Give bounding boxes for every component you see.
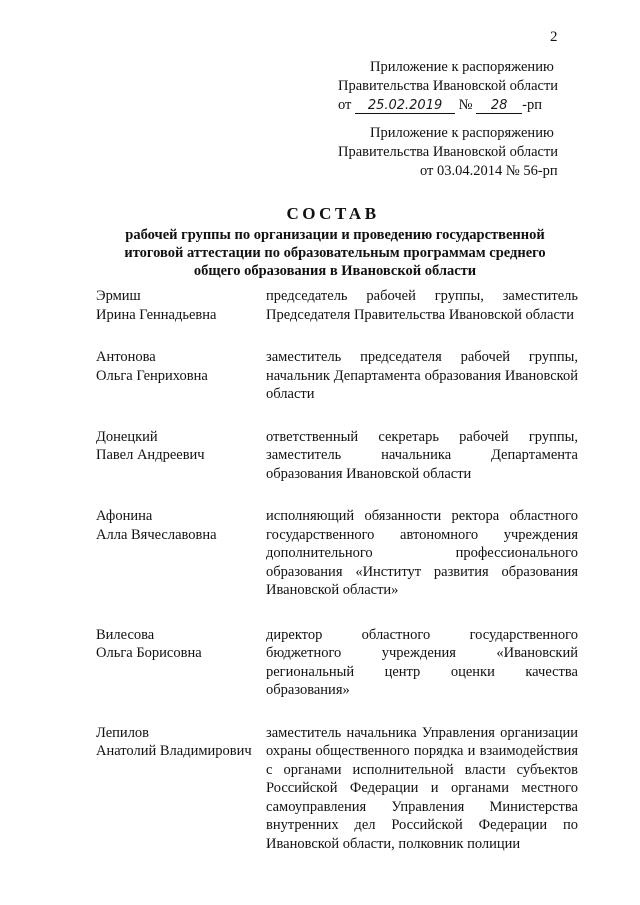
handwritten-date: 25.02.2019 — [367, 98, 443, 113]
member-row — [96, 724, 580, 854]
member-surname: Вилесова — [96, 626, 155, 643]
number-label: № — [458, 97, 473, 113]
document-title: СОСТАВ — [286, 204, 380, 223]
handwritten-number: 28 — [490, 98, 508, 113]
member-given-name: Ольга Борисовна — [96, 645, 202, 661]
member-role: заместитель начальника Управления организации охраны общественного порядка и взаимодействия с органами исполнительной власти субъектов Российской Федерации и органами местного самоуправления Управления Министерства внутренних дел Российской Федерации по Ивановской области, полковник полиции — [266, 724, 578, 852]
member-name — [96, 348, 266, 404]
appendix-original-line-3: от 03.04.2014 № 56-рп — [420, 163, 558, 179]
appendix-line-1: Приложение к распоряжению — [370, 59, 554, 75]
member-surname: Афонина — [96, 508, 153, 524]
document-subtitle — [100, 226, 570, 280]
member-name — [96, 428, 266, 484]
member-name — [96, 724, 266, 854]
date-field — [355, 98, 455, 114]
members-list — [96, 287, 580, 877]
subtitle-line-1: рабочей группы по организации и проведению государственной — [125, 227, 545, 243]
member-role: ответственный секретарь рабочей группы, заместитель начальника Департамента образования Ивановской области — [266, 428, 578, 482]
member-role: заместитель председателя рабочей группы, начальник Департамента образования Ивановской области — [266, 349, 578, 402]
member-role: директор областного государственного бюджетного учреждения «Ивановский региональный центр оценки качества образования» — [266, 626, 578, 698]
member-row — [96, 428, 580, 484]
member-surname: Эрмиш — [96, 288, 141, 304]
member-role: исполняющий обязанности ректора областного государственного автономного учреждения дополнительного профессионального образования «Институт развития образования Ивановской области» — [266, 508, 578, 598]
member-row — [96, 507, 580, 600]
member-role: председатель рабочей группы, заместитель Председателя Правительства Ивановской области — [266, 288, 578, 323]
member-name — [96, 507, 266, 600]
member-name — [96, 626, 266, 700]
member-given-name: Алла Вячеславовна — [96, 526, 217, 543]
from-label: от — [338, 97, 352, 113]
member-surname: Лепилов — [96, 724, 150, 741]
number-field — [476, 98, 522, 114]
appendix-original-line-2: Правительства Ивановской области — [338, 144, 559, 160]
appendix-date-line — [338, 96, 570, 115]
appendix-original-line-1: Приложение к распоряжению — [370, 125, 554, 141]
member-given-name: Павел Андреевич — [96, 447, 205, 463]
subtitle-line-2: итоговой аттестации по образовательным программам среднего — [124, 245, 546, 261]
appendix-line-2: Правительства Ивановской области — [338, 78, 559, 94]
member-surname: Донецкий — [96, 428, 158, 445]
member-given-name: Ольга Генриховна — [96, 367, 208, 384]
member-name — [96, 287, 266, 324]
member-row — [96, 626, 580, 700]
appendix-header-current — [338, 58, 570, 115]
member-row — [96, 348, 580, 404]
subtitle-line-3: общего образования в Ивановской области — [193, 263, 477, 279]
member-row — [96, 287, 580, 324]
appendix-header-original — [338, 124, 570, 181]
number-suffix: -рп — [522, 97, 542, 113]
member-given-name: Ирина Геннадьевна — [96, 306, 217, 323]
member-given-name: Анатолий Владимирович — [96, 743, 252, 759]
page-number: 2 — [550, 29, 558, 45]
member-surname: Антонова — [96, 349, 156, 365]
